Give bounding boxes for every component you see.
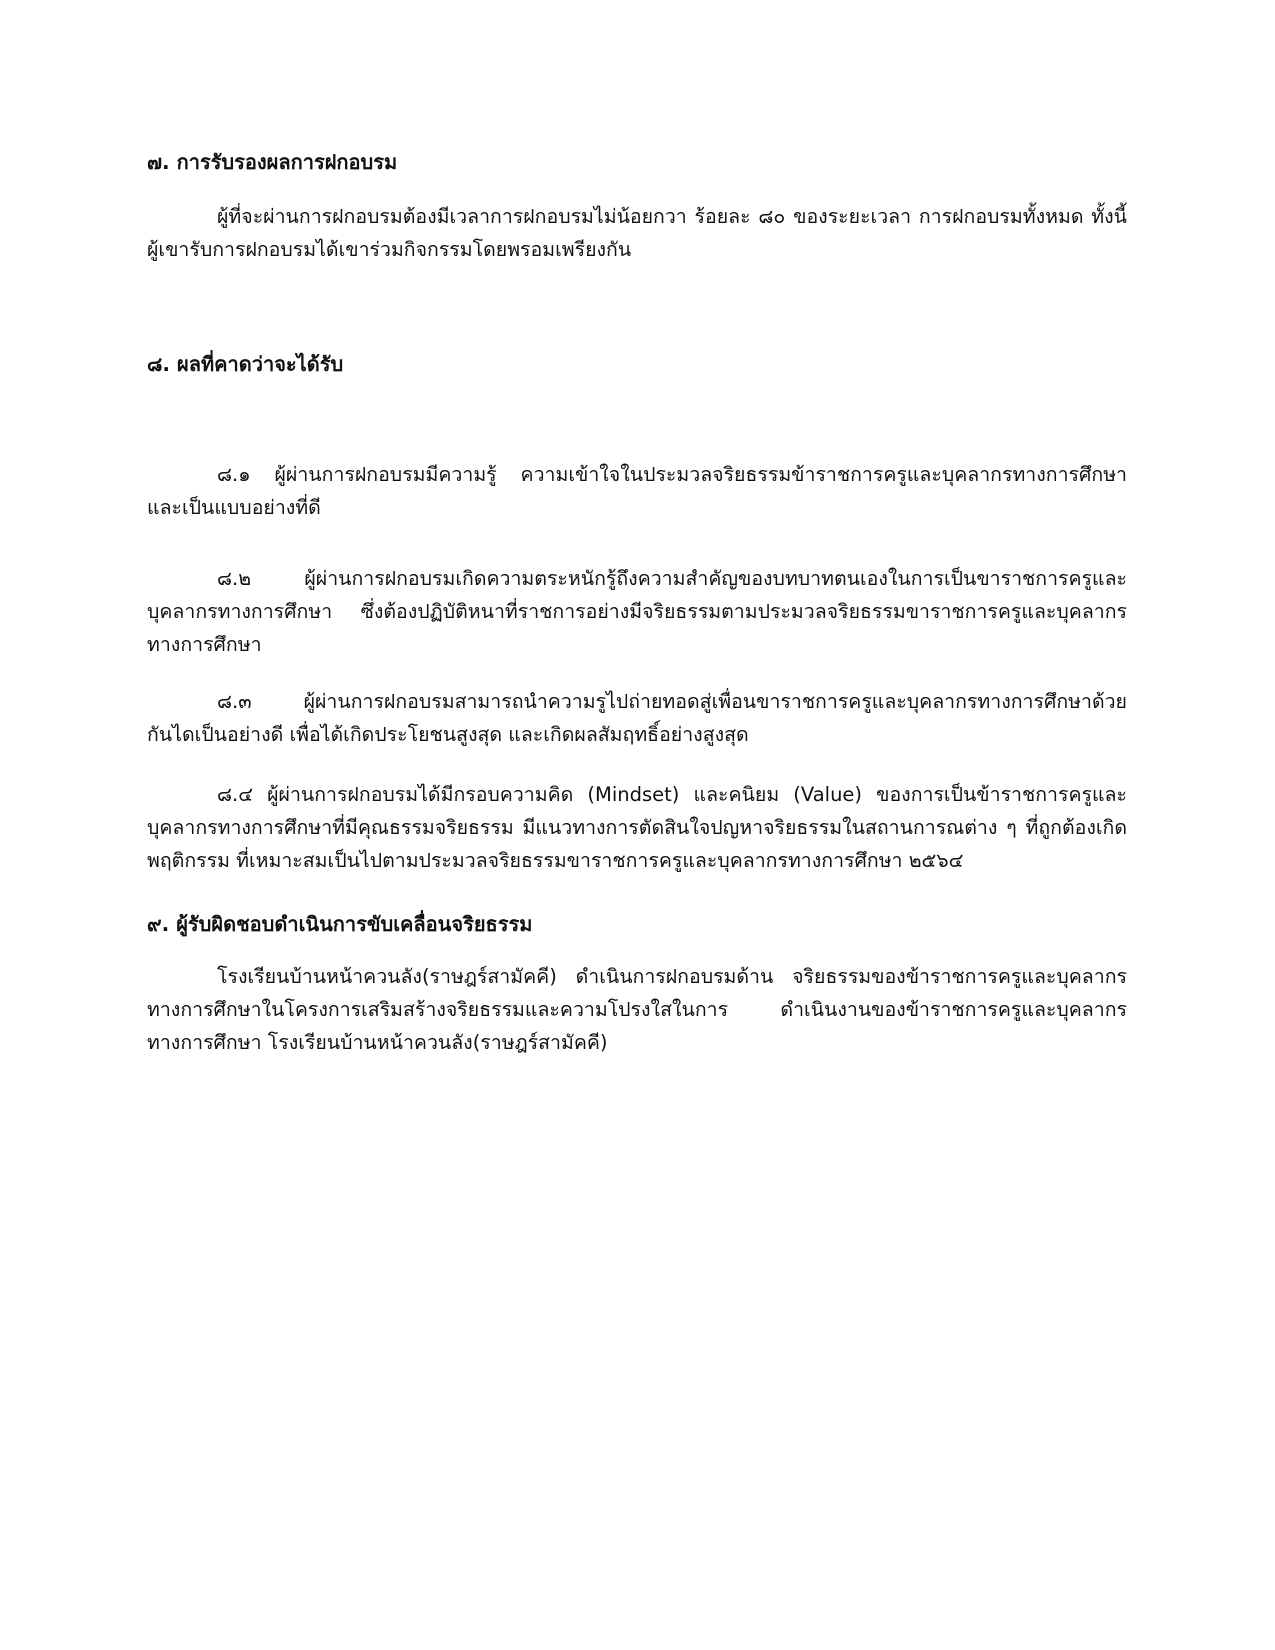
section-8-item-2: ๘.๒ ผู้ผ่านการฝกอบรมเกิดความตระหนักรู้ถึงความสำคัญของบทบาทตนเองในการเป็นขาราชการครูและบุคลากรทางการศึกษา ซึ่งต้องปฏิบัติหนาที่ราชการอย่างมีจริยธรรมตามประมวลจริยธรรมขาราชการครูและบุคลากรทางการศึกษา (147, 567, 1127, 656)
section-8-heading: ๘. ผลที่คาดว่าจะได้รับ (147, 352, 344, 376)
section-9-paragraph: โรงเรียนบ้านหน้าควนลัง(ราษฎร์สามัคคี) ดำเนินการฝกอบรมด้าน จริยธรรมของข้าราชการครูและบุคลากรทางการศึกษาในโครงการเสริมสร้างจริยธรรมและความโปรงใสในการ ดำเนินงานของข้าราชการครูและบุคลากรทางการศึกษา โรงเรียนบ้านหน้าควนลัง(ราษฎร์สามัคคี) (147, 965, 1127, 1054)
section-9-heading: ๙. ผู้รับผิดชอบดำเนินการขับเคลื่อนจริยธรรม (147, 912, 533, 936)
section-8-item-1: ๘.๑ ผู้ผ่านการฝกอบรมมีความรู้ ความเข้าใจในประมวลจริยธรรมข้าราชการครูและบุคลากรทางการศึกษา และเป็นแบบอย่างที่ดี (147, 463, 1127, 519)
section-8-item-3: ๘.๓ ผู้ผ่านการฝกอบรมสามารถนำความรูไปถ่ายทอดสู่เพื่อนขาราชการครูและบุคลากรทางการศึกษาด้วยกันไดเป็นอย่างดี เพื่อได้เกิดประโยชนสูงสุด และเกิดผลสัมฤทธิ์อย่างสูงสุด (147, 690, 1127, 746)
section-7-paragraph: ผู้ที่จะผ่านการฝกอบรมต้องมีเวลาการฝกอบรมไม่น้อยกวา ร้อยละ ๘๐ ของระยะเวลา การฝกอบรมทั้งหมด ทั้งนี้ผู้เขารับการฝกอบรมได้เขาร่วมกิจกรรมโดยพรอมเพรียงกัน (147, 205, 1127, 261)
section-8-item-4: ๘.๔ ผู้ผ่านการฝกอบรมได้มีกรอบความคิด (Mindset) และคนิยม (Value) ของการเป็นข้าราชการครูและบุคลากรทางการศึกษาที่มีคุณธรรมจริยธรรม มีแนวทางการตัดสินใจปญหาจริยธรรมในสถานการณต่าง ๆ ที่ถูกต้องเกิดพฤติกรรม ที่เหมาะสมเป็นไปตามประมวลจริยธรรมขาราชการครูและบุคลากรทางการศึกษา ๒๕๖๔ (147, 783, 1127, 872)
section-7-heading: ๗. การรับรองผลการฝกอบรม (147, 150, 398, 174)
